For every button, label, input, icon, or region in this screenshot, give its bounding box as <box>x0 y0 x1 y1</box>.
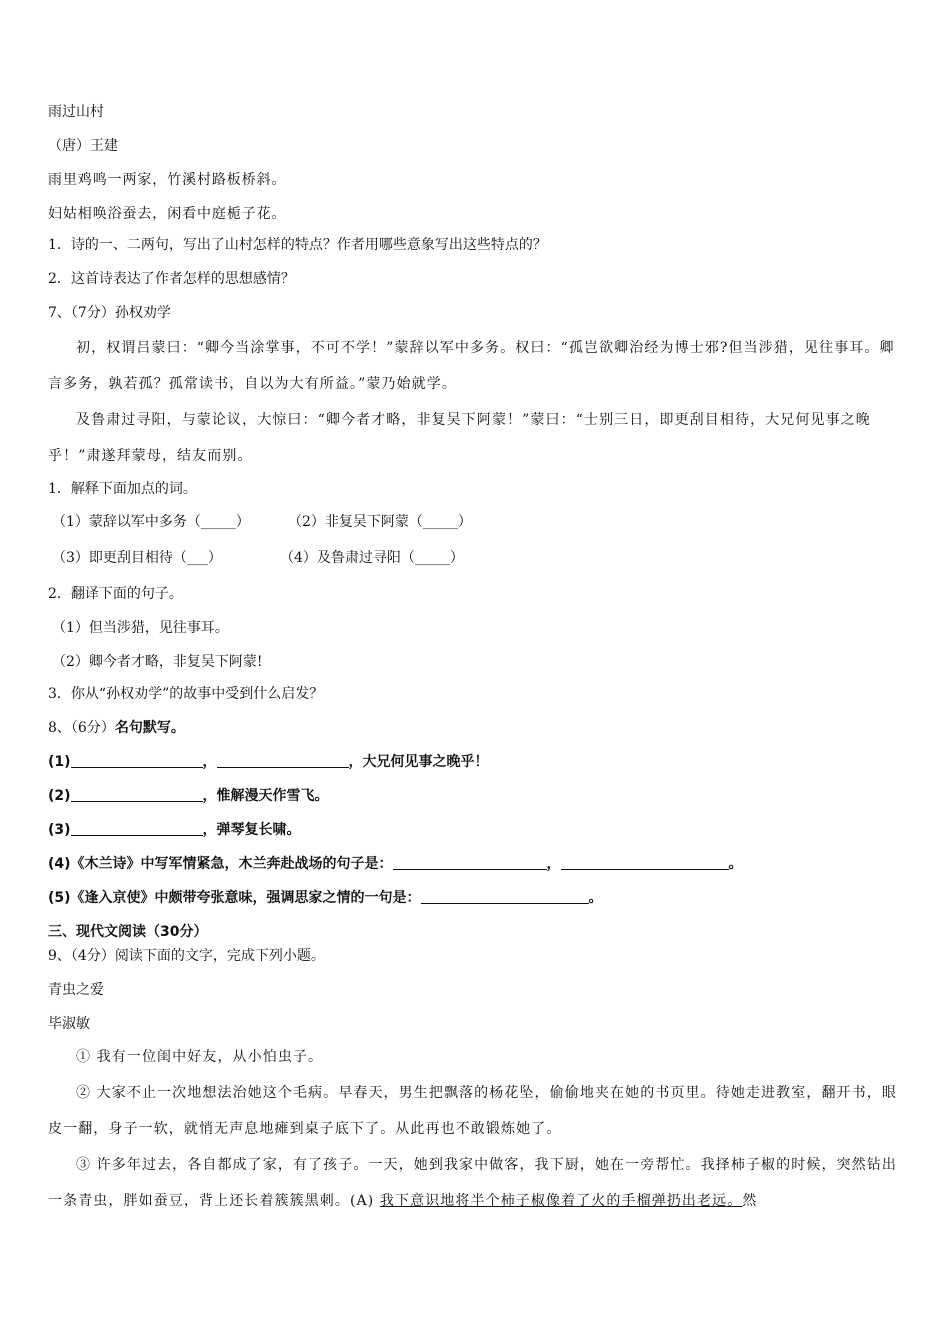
q7-paragraph-1: 初，权谓吕蒙曰：“卿今当涂掌事，不可不学！”蒙辞以军中多务。权曰：“孤岂欲卿治经为博士邪?但当涉猎，见往事耳。卿言多务，孰若孤？孤常读书，自以为大有所益。”蒙乃始就学。 <box>48 340 895 392</box>
q9-paragraph-3-tail: 然 <box>742 1193 758 1209</box>
poem-title: 雨过山村 <box>48 104 104 120</box>
q8-line-1-number: (1) <box>48 754 71 770</box>
answer-blank[interactable] <box>421 889 589 904</box>
poem-line-2: 妇姑相唤浴蚕去，闲看中庭栀子花。 <box>48 206 287 222</box>
q9-paragraph-3-main: ③ 许多年过去，各自都成了家，有了孩子。一天，她到我家中做客，我下厨，她在一旁帮忙。我择柿子椒的时候，突然钻出一条青虫，胖如蚕豆，背上还长着簇簇黑刺。(A) <box>48 1157 897 1209</box>
q8-line-2-number: (2) <box>48 788 71 804</box>
q8-heading-bold: 名句默写。 <box>114 720 185 736</box>
q8-line-2 <box>48 786 329 806</box>
q8-line-4-end: 。 <box>728 856 743 872</box>
q8-line-4 <box>48 854 743 874</box>
q8-line-3-tail: ，弹琴复长啸。 <box>202 822 301 838</box>
answer-blank[interactable] <box>71 787 203 802</box>
q9-paragraph-1: ① 我有一位闺中好友，从小怕虫子。 <box>76 1049 324 1065</box>
answer-blank[interactable] <box>393 855 547 870</box>
q8-line-2-tail: ，惟解漫天作雪飞。 <box>202 788 329 804</box>
q7-translate-2: （2）卿今者才略，非复吴下阿蒙! <box>52 654 263 670</box>
q8-line-5 <box>48 888 603 908</box>
poem-author: （唐）王建 <box>48 138 118 154</box>
q9-paragraph-2: ② 大家不止一次地想法治她这个毛病。早春天，男生把飘落的杨花坠，偷偷地夹在她的书页里。待她走进教室，翻开书，眼皮一翻，身子一软，就悄无声息地瘫到桌子底下了。从此再也不敢锻炼她了。 <box>48 1085 897 1137</box>
q8-line-3-number: (3) <box>48 822 71 838</box>
answer-blank[interactable] <box>71 753 203 768</box>
q8-line-4-separator: ， <box>546 856 561 872</box>
q7-paragraph-2: 及鲁肃过寻阳，与蒙论议，大惊曰：“卿今者才略，非复吴下阿蒙！”蒙曰：“士别三日，即更刮目相待，大兄何见事之晚乎！”肃遂拜蒙母，结友而别。 <box>48 412 871 464</box>
q7-item-2: （2）非复吴下阿蒙（_____） <box>288 514 472 530</box>
q8-line-5-text: (5)《逢入京使》中颇带夸张意味，强调思家之情的一句是： <box>48 890 421 906</box>
q8-line-3 <box>48 820 301 840</box>
q9-article-author: 毕淑敏 <box>48 1016 90 1032</box>
q8-line-5-end: 。 <box>588 890 603 906</box>
poem-question-1: 1．诗的一、二两句，写出了山村怎样的特点？作者用哪些意象写出这些特点的？ <box>48 237 547 253</box>
q7-sub-question-3: 3．你从“孙权劝学”的故事中受到什么启发？ <box>48 686 324 702</box>
q8-line-1 <box>48 752 489 772</box>
section-3-heading: 三、现代文阅读（30分） <box>48 924 208 940</box>
q9-underlined-sentence-a: 我下意识地将半个柿子椒像着了火的手榴弹扔出老远。 <box>379 1193 743 1209</box>
answer-blank[interactable] <box>217 753 349 768</box>
answer-blank[interactable] <box>561 855 729 870</box>
q8-line-4-text: (4)《木兰诗》中写军情紧急，木兰奔赴战场的句子是： <box>48 856 393 872</box>
q8-line-1-separator: ， <box>202 754 217 770</box>
q9-paragraph-3 <box>48 1147 906 1219</box>
q7-sub-question-1: 1．解释下面加点的词。 <box>48 481 197 497</box>
answer-blank[interactable] <box>71 821 203 836</box>
q7-item-3: （3）即更刮目相待（___） <box>52 550 222 566</box>
q7-item-1: （1）蒙辞以军中多务（_____） <box>52 514 250 530</box>
q7-heading: 7、（7分）孙权劝学 <box>48 305 171 321</box>
q9-article-title: 青虫之爱 <box>48 982 104 998</box>
q7-item-4: （4）及鲁肃过寻阳（_____） <box>280 550 464 566</box>
q8-line-1-tail: ，大兄何见事之晚乎！ <box>348 754 489 770</box>
q8-heading <box>48 718 185 738</box>
q8-heading-prefix: 8、（6分） <box>48 720 115 736</box>
q7-translate-1: （1）但当涉猎，见往事耳。 <box>52 620 229 636</box>
q9-heading: 9、（4分）阅读下面的文字，完成下列小题。 <box>48 948 325 964</box>
q7-sub-question-2: 2．翻译下面的句子。 <box>48 586 183 602</box>
poem-question-2: 2．这首诗表达了作者怎样的思想感情？ <box>48 271 295 287</box>
poem-line-1: 雨里鸡鸣一两家，竹溪村路板桥斜。 <box>48 172 287 188</box>
